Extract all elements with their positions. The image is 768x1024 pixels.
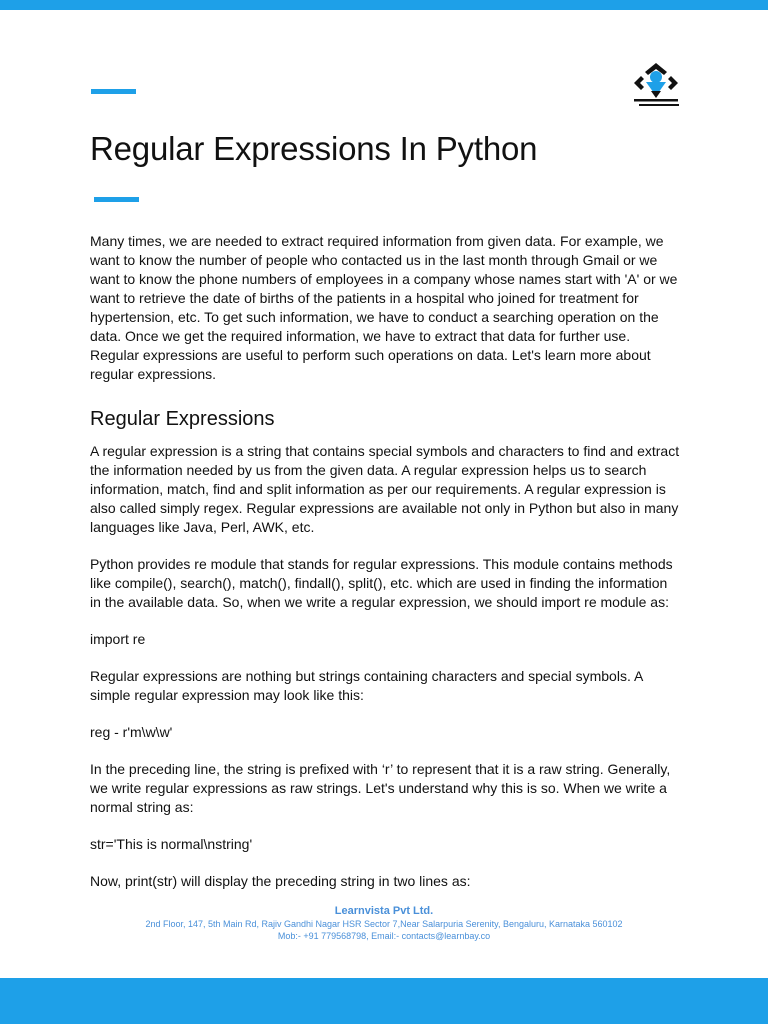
page-footer [0, 904, 768, 942]
learnbay-logo-icon [630, 60, 682, 108]
footer-contact: Mob:- +91 779568798, Email:- contacts@learnbay.co [277, 931, 491, 941]
code-line-regex: reg - r'm\w\w' [90, 724, 173, 740]
page-title: Regular Expressions In Python [90, 130, 538, 167]
body-paragraph: Now, print(str) will display the preceding string in two lines as: [90, 873, 471, 889]
body-paragraph: A regular expression is a string that contains special symbols and characters to find and extract the information needed by us from the given data. A regular expression helps us to search information, match, find and split information as per our requirements. A regular expression is also called simply regex. Regular expressions are available not only in Python but also in many languages like Java, Perl, AWK, etc. [90, 443, 680, 535]
top-accent-bar [0, 0, 768, 10]
document-body [90, 232, 680, 909]
footer-address: 2nd Floor, 147, 5th Main Rd, Rajiv Gandhi Nagar HSR Sector 7,Near Salarpuria Serenity, Bengaluru, Karnataka 560102 [145, 919, 623, 929]
body-paragraph: In the preceding line, the string is prefixed with ‘r’ to represent that it is a raw string. Generally, we write regular expressions as raw strings. Let's understand why this is so. When we write a normal string as: [90, 761, 671, 815]
intro-paragraph: Many times, we are needed to extract required information from given data. For example, we want to know the number of people who contacted us in the last month through Gmail or we want to know the phone numbers of employees in a company whose names start with 'A' or we want to retrieve the date of births of the patients in a hospital who joined for treatment for hypertension, etc. To get such information, we have to conduct a searching operation on the data. Once we get the required information, we have to extract that data for further use. Regular expressions are useful to perform such operations on data. Let's learn more about regular expressions. [90, 233, 678, 382]
title-accent-bottom [94, 197, 139, 202]
body-paragraph: Regular expressions are nothing but strings containing characters and special symbols. A simple regular expression may look like this: [90, 668, 643, 703]
code-line-import: import re [90, 631, 146, 647]
footer-company: Learnvista Pvt Ltd. [334, 905, 434, 917]
code-line-string: str='This is normal\nstring' [90, 836, 253, 852]
title-accent-top [91, 89, 136, 94]
section-heading: Regular Expressions [90, 408, 275, 430]
body-paragraph: Python provides re module that stands for regular expressions. This module contains methods like compile(), search(), match(), findall(), split(), etc. which are used in finding the information in the available data. So, when we write a regular expression, we should import re module as: [90, 556, 673, 610]
bottom-accent-bar [0, 978, 768, 1024]
